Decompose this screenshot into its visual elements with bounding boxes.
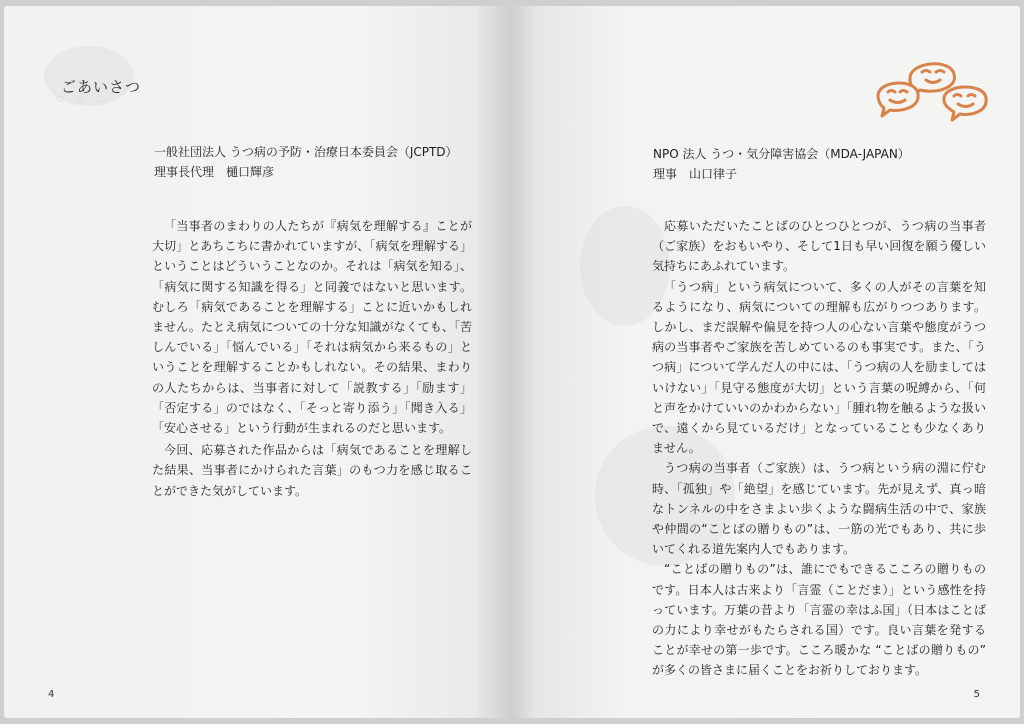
author-block-right: [653, 144, 910, 184]
author-role: 理事長代理 樋口輝彦: [154, 165, 275, 179]
page-number: 5: [973, 689, 980, 700]
right-page: [510, 6, 1020, 718]
show-through-text: ◦ ◦ ◦: [54, 88, 107, 113]
author-role: 理事 山口律子: [653, 167, 738, 181]
paragraph: 「当事者のまわりの人たちが『病気を理解する』ことが大切」とあちこちに書かれていますが、「病気を理解する」ということはどういうことなのか。それは「病気を知る」、「病気に関する知識を得る」と同義ではないと思います。むしろ「病気であることを理解する」ことに近いかもしれません。たとえ病気についての十分な知識がなくても、「苦しんでいる」「悩んでいる」「それは病気から来るもの」ということを理解することかもしれない。その結果、まわりの人たちからは、当事者に対して「説教する」「励ます」「否定する」のではなく、「そっと寄り添う」「聞き入る」「安心させる」という行動が生まれるのだと思います。: [152, 219, 472, 436]
body-text-left: [152, 216, 472, 501]
section-title: ごあいさつ: [61, 78, 142, 96]
left-page: [4, 6, 510, 718]
paragraph: 応募いただいたことばのひとつひとつが、うつ病の当事者（ご家族）をおもいやり、そして1日も早い回復を願う優しい気持ちにあふれています。: [652, 219, 986, 274]
paragraph: うつ病の当事者（ご家族）は、うつ病という病の淵に佇む時、「孤独」や「絶望」を感じています。先が見えず、真っ暗なトンネルの中をさまよい歩くような闘病生活の中で、家族や仲間の“ことばの贈りもの”は、一筋の光でもあり、共に歩いてくれる道先案内人でもあります。: [652, 461, 986, 557]
author-org: NPO 法人 うつ・気分障害協会（MDA-JAPAN）: [653, 147, 910, 161]
body-text-right: [652, 216, 986, 681]
paragraph: “ことばの贈りもの”は、誰にでもできるこころの贈りものです。日本人は古来より「言霊（ことだま）」という感性を持っています。万葉の昔より「言霊の幸はふ国」（日本はことばの力により幸せがもたらされる国）です。良い言葉を発することが幸せの第一歩です。こころ暖かな “ことばの贈りもの” が多くの皆さまに届くことをお祈りしております。: [652, 562, 986, 678]
author-block-left: [154, 142, 458, 182]
three-smiling-speech-bubbles-icon: [872, 50, 990, 122]
paragraph: 今回、応募された作品からは「病気であることを理解した結果、当事者にかけられた言葉」のもつ力を感じ取ることができた気がしています。: [152, 443, 472, 498]
page-number: 4: [48, 689, 55, 700]
paragraph: 「うつ病」という病気について、多くの人がその言葉を知るようになり、病気についての理解も広がりつつあります。しかし、まだ誤解や偏見を持つ人の心ない言葉や態度がうつ病の当事者やご家族を苦しめているのも事実です。また、「うつ病」について学んだ人の中には、「うつ病の人を励ましてはいけない」「見守る態度が大切」という言葉の呪縛から、「何と声をかけていいのかわからない」「腫れ物を触るような扱いで、遠くから見ているだけ」となっていることも少なくありません。: [652, 279, 986, 456]
author-org: 一般社団法人 うつ病の予防・治療日本委員会（JCPTD）: [154, 145, 458, 159]
